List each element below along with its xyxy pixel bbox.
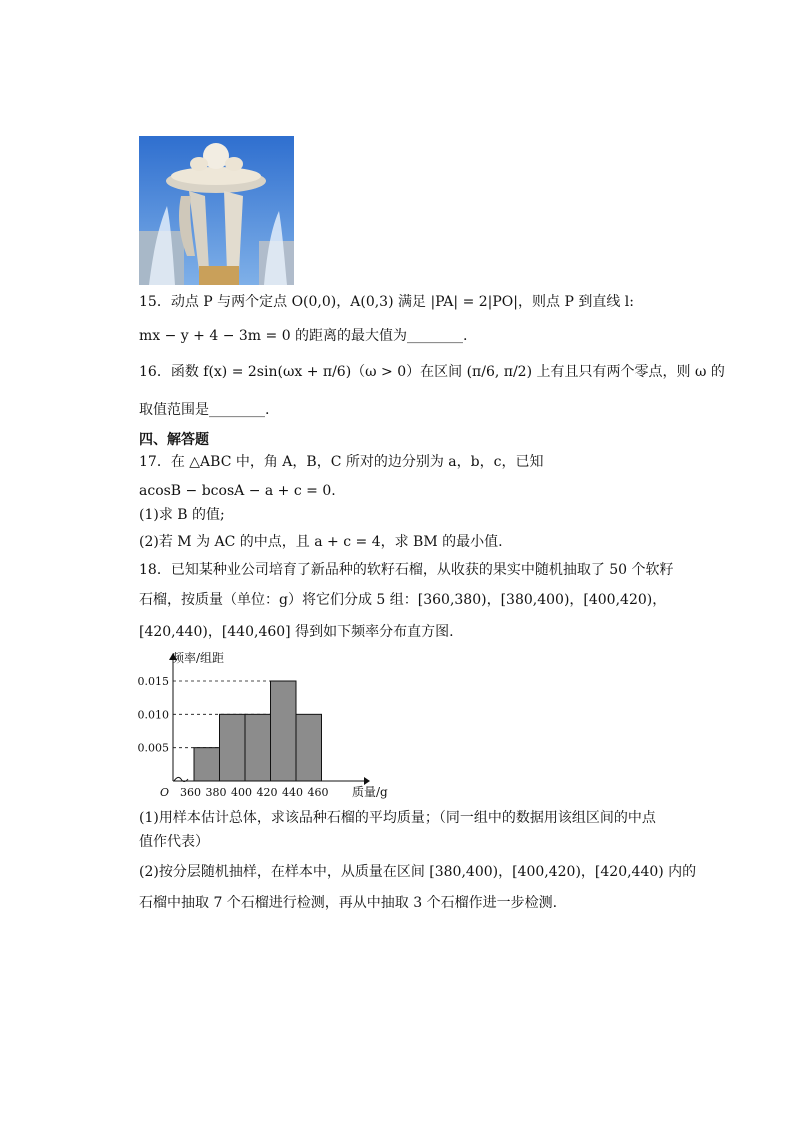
q18-line3: [420,440)，[440,460] 得到如下频率分布直方图. [139, 624, 454, 640]
q16-line1: 16．函数 f(x) = 2sin(ωx + π/6)（ω > 0）在区间 (π/6, π/2) 上有且只有两个零点，则 ω 的 [139, 364, 725, 380]
q18-part1a: (1)用样本估计总体，求该品种石榴的平均质量；（同一组中的数据用该组区间的中点 [139, 810, 656, 826]
section-title: 四、解答题 [139, 432, 209, 448]
x-tick-label: 420 [256, 786, 278, 799]
q18-line1: 18．已知某种业公司培育了新品种的软籽石榴，从收获的果实中随机抽取了 50 个软籽 [139, 562, 674, 578]
x-tick-label: 360 [180, 786, 201, 799]
q17-part2: (2)若 M 为 AC 的中点，且 a + c = 4，求 BM 的最小值. [139, 534, 503, 550]
histogram-bar [245, 714, 271, 781]
histogram-bar [271, 681, 297, 781]
y-tick-label: 0.005 [138, 741, 169, 755]
histogram-bar [194, 748, 220, 781]
q17-line1: 17．在 △ABC 中，角 A，B，C 所对的边分别为 a，b，c，已知 [139, 454, 544, 470]
q15-line2: mx − y + 4 − 3m = 0 的距离的最大值为________. [139, 328, 468, 344]
x-axis-label: 质量/g [352, 785, 388, 799]
x-tick-label: 440 [282, 786, 303, 799]
histogram-svg [138, 648, 398, 800]
y-axis-label: 频率/组距 [172, 651, 225, 665]
fountain-photo [139, 136, 294, 285]
x-axis-arrow [364, 777, 370, 785]
q17-line2: acosB − bcosA − a + c = 0. [139, 483, 336, 499]
x-tick-label: 380 [205, 786, 227, 799]
q18-part1b: 值作代表） [139, 834, 209, 850]
y-tick-label: 0.015 [138, 675, 169, 688]
q15-line1: 15．动点 P 与两个定点 O(0,0)，A(0,3) 满足 |PA| = 2|PO|，则点 P 到直线 l: [139, 294, 634, 310]
q18-part2b: 石榴中抽取 7 个石榴进行检测，再从中抽取 3 个石榴作进一步检测. [139, 895, 558, 911]
x-tick-label: 400 [231, 786, 252, 799]
x-tick-label: 460 [307, 786, 329, 799]
q18-part2a: (2)按分层随机抽样，在样本中，从质量在区间 [380,400)，[400,420)，[420,440) 内的 [139, 864, 697, 880]
q16-line2: 取值范围是________. [139, 402, 270, 418]
q17-part1: (1)求 B 的值; [139, 507, 225, 523]
origin-label: O [160, 786, 170, 799]
histogram-bar [220, 714, 246, 781]
frequency-histogram [138, 648, 398, 800]
q18-line2: 石榴，按质量（单位：g）将它们分成 5 组：[360,380)，[380,400)，[400,420)， [139, 592, 667, 608]
histogram-bar [296, 714, 322, 781]
y-tick-label: 0.010 [138, 708, 169, 722]
